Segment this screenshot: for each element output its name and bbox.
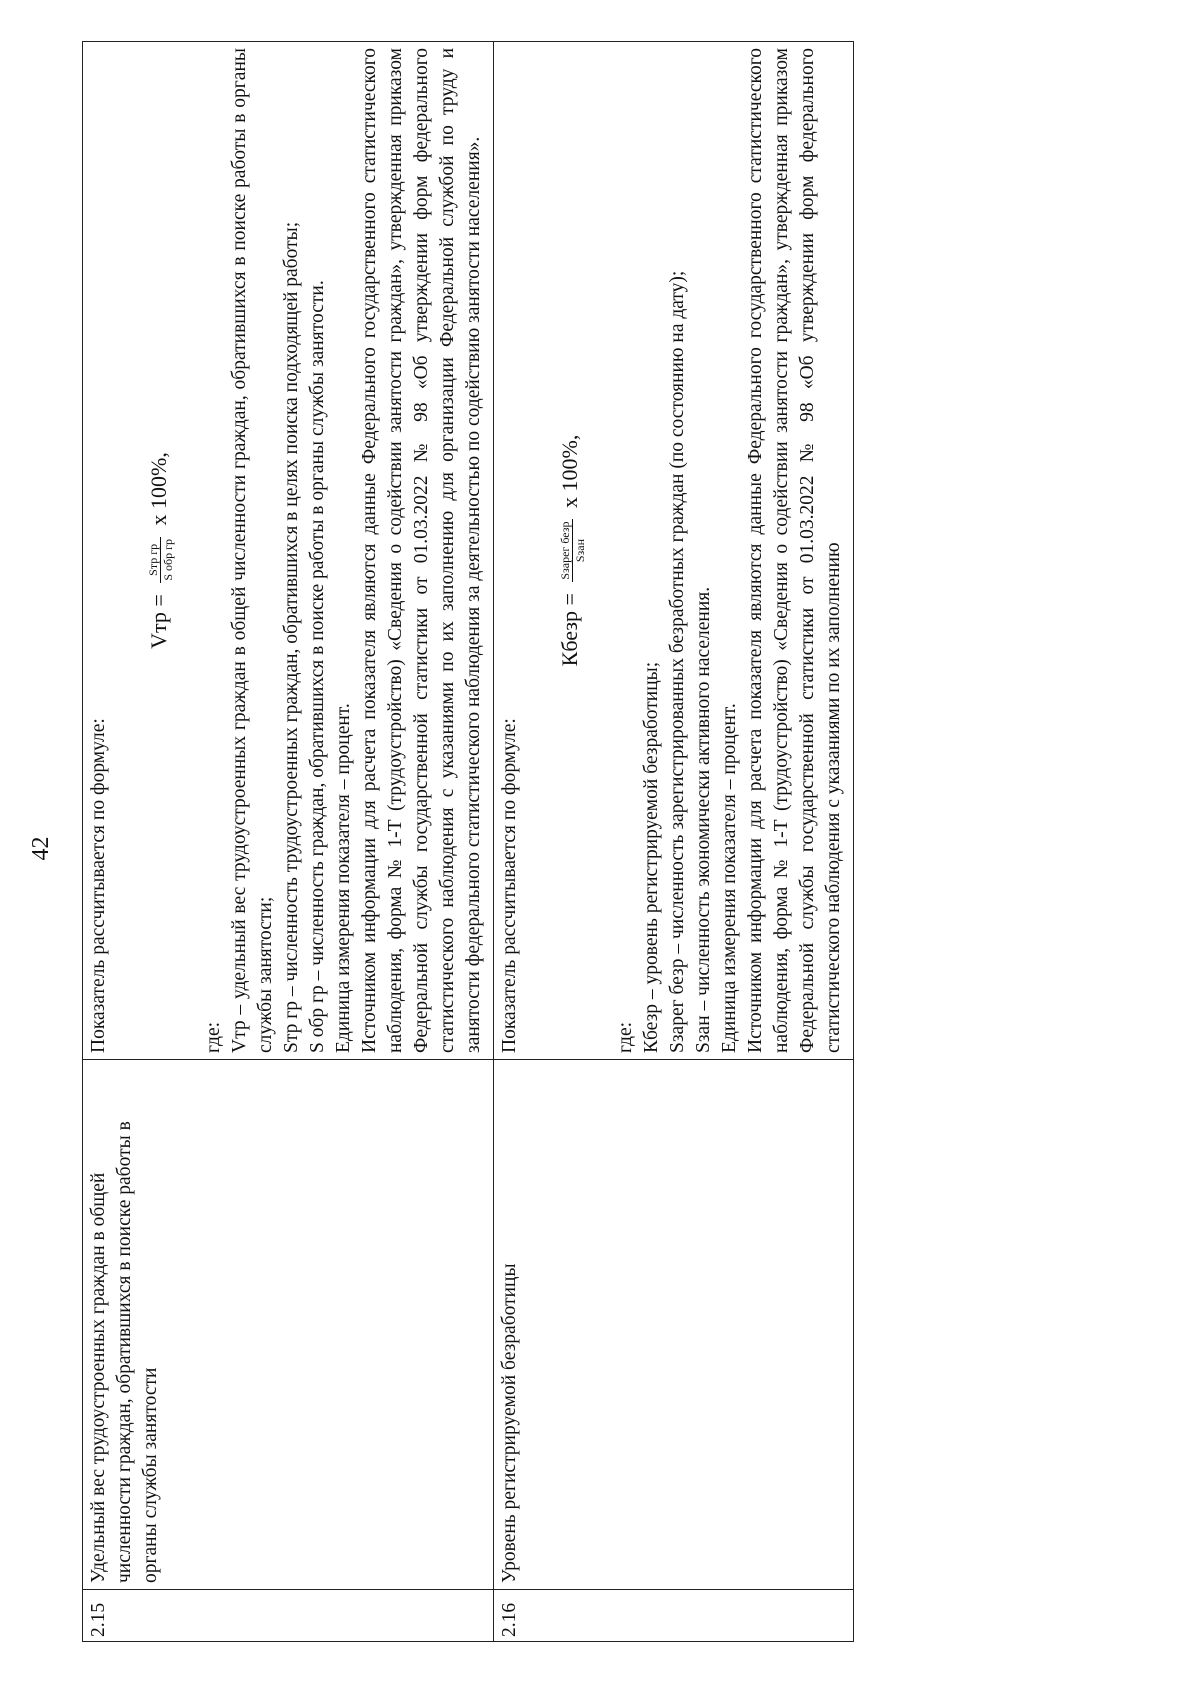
definition: Sзарег безр – численность зарегистрированных безработных граждан (по состоянию на дату); bbox=[666, 270, 688, 1053]
where-label: где: bbox=[203, 1021, 225, 1053]
formula-denominator: S обр гр bbox=[161, 538, 176, 581]
formula-fraction bbox=[558, 519, 587, 581]
formula-numerator: Sтр гр bbox=[146, 543, 161, 576]
unit-of-measure: Единица измерения показателя – процент. bbox=[718, 703, 740, 1053]
data-source: Источником информации для расчета показателя являются данные Федерального государственного статистического наблюдения, форма № 1-Т (трудоустройство) «Сведения о содействии занятости граждан», утвержденная приказом Федеральной службы государственной статистики от 01.03.2022 № 98 «Об утверждении форм федерального статистического наблюдения с указаниями по их заполнению для организации Федеральной службой по труду и занятости федерального статистического наблюдения за деятельностью по содействию занятости населения». bbox=[359, 48, 485, 1053]
indicator-name: Удельный вес трудоустроенных граждан в общей численности граждан, обратившихся в поиске работы в органы службы занятости bbox=[83, 1060, 494, 1590]
indicator-description bbox=[83, 42, 494, 1060]
page-number: 42 bbox=[28, 836, 54, 861]
formula-intro: Показатель рассчитывается по формуле: bbox=[88, 718, 109, 1053]
formula bbox=[557, 48, 586, 1053]
formula-fraction bbox=[146, 537, 175, 583]
table-row-2-15 bbox=[83, 42, 494, 1642]
definition: Vтр – удельный вес трудоустроенных граждан в общей численности граждан, обратившихся в поиске работы в органы службы занятости; bbox=[229, 48, 277, 1053]
formula-lhs: Кбезр = bbox=[557, 593, 583, 667]
formula-intro: Показатель рассчитывается по формуле: bbox=[499, 718, 521, 1053]
formula-lhs: Vтр = bbox=[146, 594, 171, 649]
definition: Sтр гр – численность трудоустроенных граждан, обратившихся в целях поиска подходящей работы; bbox=[281, 221, 303, 1053]
data-source: Источником информации для расчета показателя являются данные Федерального государственного статистического наблюдения, форма № 1-Т (трудоустройство) «Сведения о содействии занятости граждан», утвержденная приказом Федеральной службы государственной статистики от 01.03.2022 № 98 «Об утверждении форм федерального статистического наблюдения с указаниями по их заполнению bbox=[744, 48, 844, 1053]
indicator-description bbox=[494, 42, 853, 1060]
row-number: 2.16 bbox=[494, 1590, 853, 1642]
formula-rhs: x 100%, bbox=[146, 452, 171, 526]
unit-of-measure: Единица измерения показателя – процент. bbox=[333, 703, 355, 1053]
formula-rhs: x 100%, bbox=[557, 434, 583, 508]
indicator-name: Уровень регистрируемой безработицы bbox=[494, 1060, 853, 1590]
table-row-2-16 bbox=[494, 42, 853, 1642]
formula bbox=[146, 48, 175, 1053]
formula-denominator: Sзан bbox=[572, 519, 587, 581]
indicators-table bbox=[82, 41, 854, 1642]
definition: S обр гр – численность граждан, обратившихся в поиске работы в органы службы занятости. bbox=[307, 280, 329, 1053]
formula-numerator: Sзарег безр bbox=[557, 521, 572, 580]
definition: Sзан – численность экономически активного населения. bbox=[692, 586, 714, 1053]
definition: Кбезр – уровень регистрируемой безработицы; bbox=[640, 661, 662, 1053]
row-number: 2.15 bbox=[83, 1590, 494, 1642]
where-label: где: bbox=[614, 1021, 636, 1053]
